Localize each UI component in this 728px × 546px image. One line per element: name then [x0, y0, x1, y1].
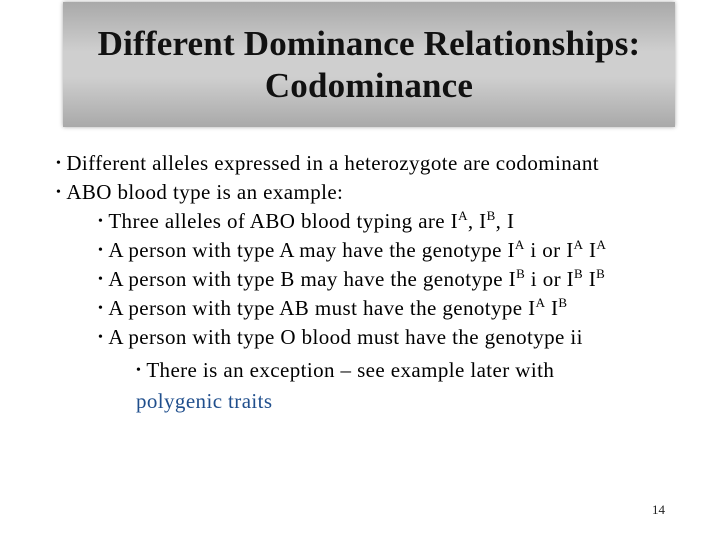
bullet-text: Three alleles of ABO blood typing are $I^A$, $I^B$, I	[108, 208, 515, 233]
bullet-level2	[98, 267, 605, 292]
bullet-level1	[56, 180, 343, 205]
bullet-dot-icon: •	[98, 301, 104, 316]
bullet-text: A person with type AB must have the genotype $I^A$ $I^B$	[108, 295, 568, 320]
bullet-level2	[98, 325, 583, 350]
bullet-level2	[98, 209, 514, 234]
bullet-level2	[98, 296, 568, 321]
bullet-dot-icon: •	[56, 156, 62, 171]
bullet-level3-continuation	[136, 389, 272, 413]
bullet-level1	[56, 151, 599, 176]
bullet-dot-icon: •	[98, 214, 104, 229]
page-number: 14	[652, 502, 665, 517]
bullet-text: A person with type A may have the genotype $I^A$ i or $I^A$ $I^A$	[108, 237, 607, 262]
bullet-dot-icon: •	[136, 363, 142, 378]
bullet-text: Different alleles expressed in a heterozygote are codominant	[66, 151, 599, 175]
bullet-dot-icon: •	[98, 243, 104, 258]
slide-title-line2: Codominance	[264, 65, 474, 105]
bullet-level2	[98, 238, 606, 263]
bullet-dot-icon: •	[56, 185, 62, 200]
bullet-level3	[136, 358, 554, 383]
bullet-dot-icon: •	[98, 272, 104, 287]
bullet-text: ABO blood type is an example:	[66, 180, 344, 204]
bullet-text: There is an exception – see example later with	[146, 358, 555, 382]
polygenic-traits-link[interactable]: polygenic traits	[136, 389, 273, 413]
bullet-dot-icon: •	[98, 330, 104, 345]
slide-title-line1: Different Dominance Relationships:	[97, 23, 641, 63]
bullet-text: A person with type B may have the genotype $I^B$ i or $I^B$ $I^B$	[108, 266, 606, 291]
bullet-text: A person with type O blood must have the genotype ii	[108, 325, 583, 349]
